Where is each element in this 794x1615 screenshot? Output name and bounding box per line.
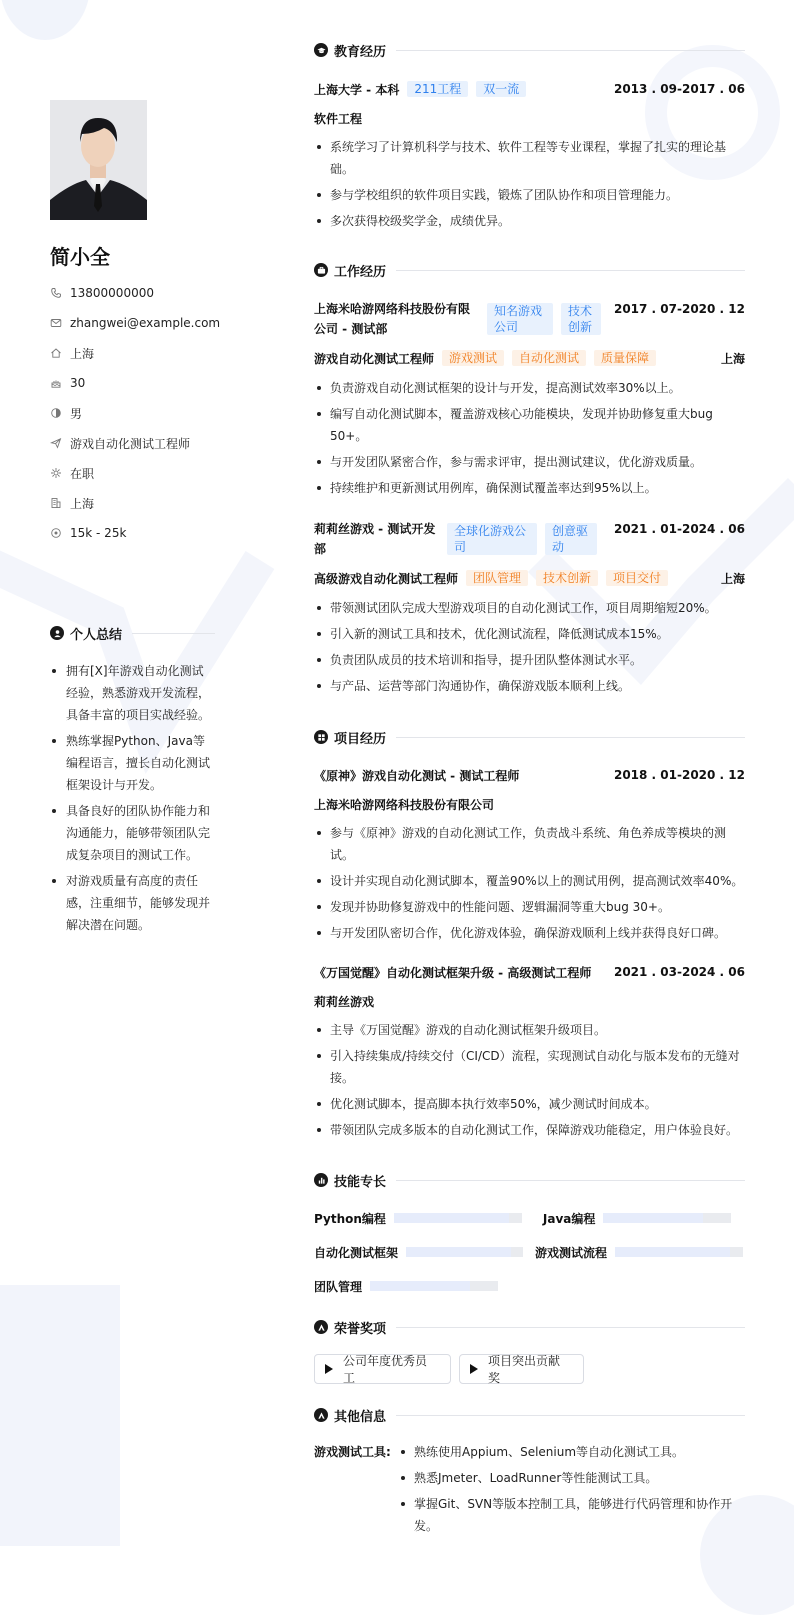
contact-row bbox=[50, 434, 190, 452]
list-item: 参与学校组织的软件项目实践，锻炼了团队协作和项目管理能力。 bbox=[314, 184, 745, 206]
job-date: 2017 . 07-2020 . 12 bbox=[613, 302, 745, 316]
skill-name: Java编程 bbox=[542, 1211, 596, 1226]
contact-row bbox=[50, 494, 94, 512]
graduation-cap-icon bbox=[314, 43, 328, 57]
play-icon bbox=[470, 1364, 478, 1374]
list-item: 熟练使用Appium、Selenium等自动化测试工具。 bbox=[398, 1441, 743, 1463]
list-item: 引入新的测试工具和技术，优化测试流程，降低测试成本15%。 bbox=[314, 623, 745, 645]
user-icon bbox=[50, 626, 64, 640]
list-item: 系统学习了计算机科学与技术、软件工程等专业课程，掌握了扎实的理论基础。 bbox=[314, 136, 745, 180]
contact-row bbox=[50, 284, 154, 302]
contact-value: zhangwei@example.com bbox=[70, 316, 221, 330]
skill-tag: 自动化测试 bbox=[512, 350, 586, 366]
contact-row bbox=[50, 524, 126, 542]
list-item: 负责游戏自动化测试框架的设计与开发，提高测试效率30%以上。 bbox=[314, 377, 745, 399]
major: 软件工程 bbox=[314, 112, 363, 126]
contact-row bbox=[50, 344, 94, 362]
education-heading: 教育经历 bbox=[314, 40, 745, 60]
project-date: 2018 . 01-2020 . 12 bbox=[613, 768, 745, 782]
school-tag: 双一流 bbox=[476, 81, 526, 97]
company-tag: 全球化游戏公司 bbox=[447, 523, 537, 555]
list-item: 拥有[X]年游戏自动化测试经验，熟悉游戏开发流程，具备丰富的项目实战经验。 bbox=[50, 660, 215, 726]
skill-tag: 质量保障 bbox=[594, 350, 656, 366]
building-icon bbox=[50, 497, 62, 509]
skill-level-bar bbox=[394, 1213, 522, 1223]
skill-tag: 技术创新 bbox=[536, 570, 598, 586]
contact-row bbox=[50, 404, 82, 422]
cake-icon bbox=[50, 377, 62, 389]
work-entry bbox=[314, 299, 745, 503]
job-position: 高级游戏自动化测试工程师 bbox=[314, 571, 459, 586]
project-entry bbox=[314, 963, 745, 1145]
list-item: 熟悉Jmeter、LoadRunner等性能测试工具。 bbox=[398, 1467, 743, 1489]
honor-badge bbox=[314, 1354, 451, 1384]
skill-level-bar bbox=[370, 1281, 498, 1291]
project-company: 莉莉丝游戏 bbox=[314, 995, 375, 1009]
company-tag: 创意驱动 bbox=[545, 523, 597, 555]
list-item: 与开发团队密切合作，优化游戏体验，确保游戏顺利上线并获得良好口碑。 bbox=[314, 922, 745, 944]
contact-value: 上海 bbox=[70, 346, 95, 361]
list-item: 编写自动化测试脚本，覆盖游戏核心功能模块，发现并协助修复重大bug 50+。 bbox=[314, 403, 720, 447]
skill-level-bar bbox=[406, 1247, 523, 1257]
job-city: 上海 bbox=[720, 351, 745, 366]
contact-value: 游戏自动化测试工程师 bbox=[70, 436, 191, 451]
skill-tag: 游戏测试 bbox=[442, 350, 504, 366]
company-tag: 技术创新 bbox=[561, 303, 601, 335]
skill-level-bar bbox=[603, 1213, 731, 1223]
skill-level-bar bbox=[615, 1247, 743, 1257]
summary-list bbox=[50, 660, 215, 940]
list-item: 与产品、运营等部门沟通协作，确保游戏版本顺利上线。 bbox=[314, 675, 745, 697]
work-entry bbox=[314, 519, 745, 701]
skill-row bbox=[314, 1209, 745, 1227]
honors-heading: 荣誉奖项 bbox=[314, 1317, 745, 1337]
honor-label: 项目突出贡献奖 bbox=[488, 1354, 561, 1385]
summary-heading: 个人总结 bbox=[50, 623, 215, 643]
award-icon bbox=[314, 1320, 328, 1334]
project-name: 《万国觉醒》自动化测试框架升级 - 高级测试工程师 bbox=[314, 965, 592, 980]
project-date: 2021 . 03-2024 . 06 bbox=[613, 965, 745, 979]
project-name: 《原神》游戏自动化测试 - 测试工程师 bbox=[314, 768, 520, 783]
company-name: 上海米哈游网络科技股份有限公司 - 测试部 bbox=[314, 302, 471, 336]
bar-chart-icon bbox=[314, 1173, 328, 1187]
list-item: 对游戏质量有高度的责任感，注重细节，能够发现并解决潜在问题。 bbox=[50, 870, 215, 936]
contact-row bbox=[50, 464, 94, 482]
skill-tag: 项目交付 bbox=[606, 570, 668, 586]
job-city: 上海 bbox=[720, 571, 745, 586]
grid-icon bbox=[314, 730, 328, 744]
projects-heading: 项目经历 bbox=[314, 727, 745, 747]
job-position: 游戏自动化测试工程师 bbox=[314, 351, 435, 366]
mail-icon bbox=[50, 317, 62, 329]
play-icon bbox=[325, 1364, 333, 1374]
list-item: 持续维护和更新测试用例库，确保测试覆盖率达到95%以上。 bbox=[314, 477, 745, 499]
project-entry bbox=[314, 766, 745, 948]
list-item: 带领测试团队完成大型游戏项目的自动化测试工作，项目周期缩短20%。 bbox=[314, 597, 745, 619]
home-icon bbox=[50, 347, 62, 359]
skill-tag: 团队管理 bbox=[466, 570, 528, 586]
honor-label: 公司年度优秀员工 bbox=[343, 1354, 428, 1385]
list-item: 主导《万国觉醒》游戏的自动化测试框架升级项目。 bbox=[314, 1019, 745, 1041]
contact-value: 30 bbox=[70, 376, 86, 390]
skill-row bbox=[314, 1277, 745, 1295]
school-tag: 211工程 bbox=[407, 81, 468, 97]
list-item: 具备良好的团队协作能力和沟通能力，能够带领团队完成复杂项目的测试工作。 bbox=[50, 800, 215, 866]
list-item: 引入持续集成/持续交付（CI/CD）流程，实现测试自动化与版本发布的无缝对接。 bbox=[314, 1045, 745, 1089]
skill-name: 游戏测试流程 bbox=[535, 1245, 608, 1260]
school-name: 上海大学 - 本科 bbox=[314, 82, 400, 97]
other-label: 游戏测试工具: bbox=[314, 1445, 391, 1459]
phone-icon bbox=[50, 287, 62, 299]
contact-value: 在职 bbox=[70, 466, 95, 481]
project-company: 上海米哈游网络科技股份有限公司 bbox=[314, 798, 495, 812]
company-tag: 知名游戏公司 bbox=[487, 303, 553, 335]
contact-row bbox=[50, 374, 85, 392]
other-heading: 其他信息 bbox=[314, 1405, 745, 1425]
avatar bbox=[50, 100, 147, 220]
list-item: 设计并实现自动化测试脚本，覆盖90%以上的测试用例，提高测试效率40%。 bbox=[314, 870, 745, 892]
contact-value: 上海 bbox=[70, 496, 95, 511]
skill-row bbox=[314, 1243, 745, 1261]
education-date: 2013 . 09-2017 . 06 bbox=[613, 82, 745, 96]
gender-icon bbox=[50, 407, 62, 419]
skills-heading: 技能专长 bbox=[314, 1170, 745, 1190]
list-item: 发现并协助修复游戏中的性能问题、逻辑漏洞等重大bug 30+。 bbox=[314, 896, 745, 918]
status-icon bbox=[50, 467, 62, 479]
list-item: 熟练掌握Python、Java等编程语言，擅长自动化测试框架设计与开发。 bbox=[50, 730, 215, 796]
salary-icon bbox=[50, 527, 62, 539]
honor-badge bbox=[459, 1354, 584, 1384]
company-name: 莉莉丝游戏 - 测试开发部 bbox=[314, 522, 436, 556]
skill-name: 团队管理 bbox=[314, 1279, 363, 1294]
send-icon bbox=[50, 437, 62, 449]
contact-value: 男 bbox=[70, 406, 83, 421]
award-icon bbox=[314, 1408, 328, 1422]
list-item: 与开发团队紧密合作，参与需求评审，提出测试建议，优化游戏质量。 bbox=[314, 451, 745, 473]
candidate-name: 简小全 bbox=[50, 245, 110, 269]
contact-value: 13800000000 bbox=[70, 286, 154, 300]
work-heading: 工作经历 bbox=[314, 260, 745, 280]
list-item: 参与《原神》游戏的自动化测试工作，负责战斗系统、角色养成等模块的测试。 bbox=[314, 822, 745, 866]
skill-name: Python编程 bbox=[314, 1211, 386, 1226]
skill-name: 自动化测试框架 bbox=[314, 1245, 399, 1260]
list-item: 优化测试脚本，提高脚本执行效率50%，减少测试时间成本。 bbox=[314, 1093, 745, 1115]
contact-value: 15k - 25k bbox=[70, 526, 127, 540]
job-date: 2021 . 01-2024 . 06 bbox=[613, 522, 745, 536]
list-item: 多次获得校级奖学金，成绩优异。 bbox=[314, 210, 745, 232]
briefcase-icon bbox=[314, 263, 328, 277]
list-item: 负责团队成员的技术培训和指导，提升团队整体测试水平。 bbox=[314, 649, 745, 671]
list-item: 掌握Git、SVN等版本控制工具，能够进行代码管理和协作开发。 bbox=[398, 1493, 743, 1537]
list-item: 带领团队完成多版本的自动化测试工作，保障游戏功能稳定，用户体验良好。 bbox=[314, 1119, 745, 1141]
education-entry bbox=[314, 80, 745, 236]
contact-row bbox=[50, 314, 220, 332]
other-info bbox=[314, 1441, 745, 1541]
